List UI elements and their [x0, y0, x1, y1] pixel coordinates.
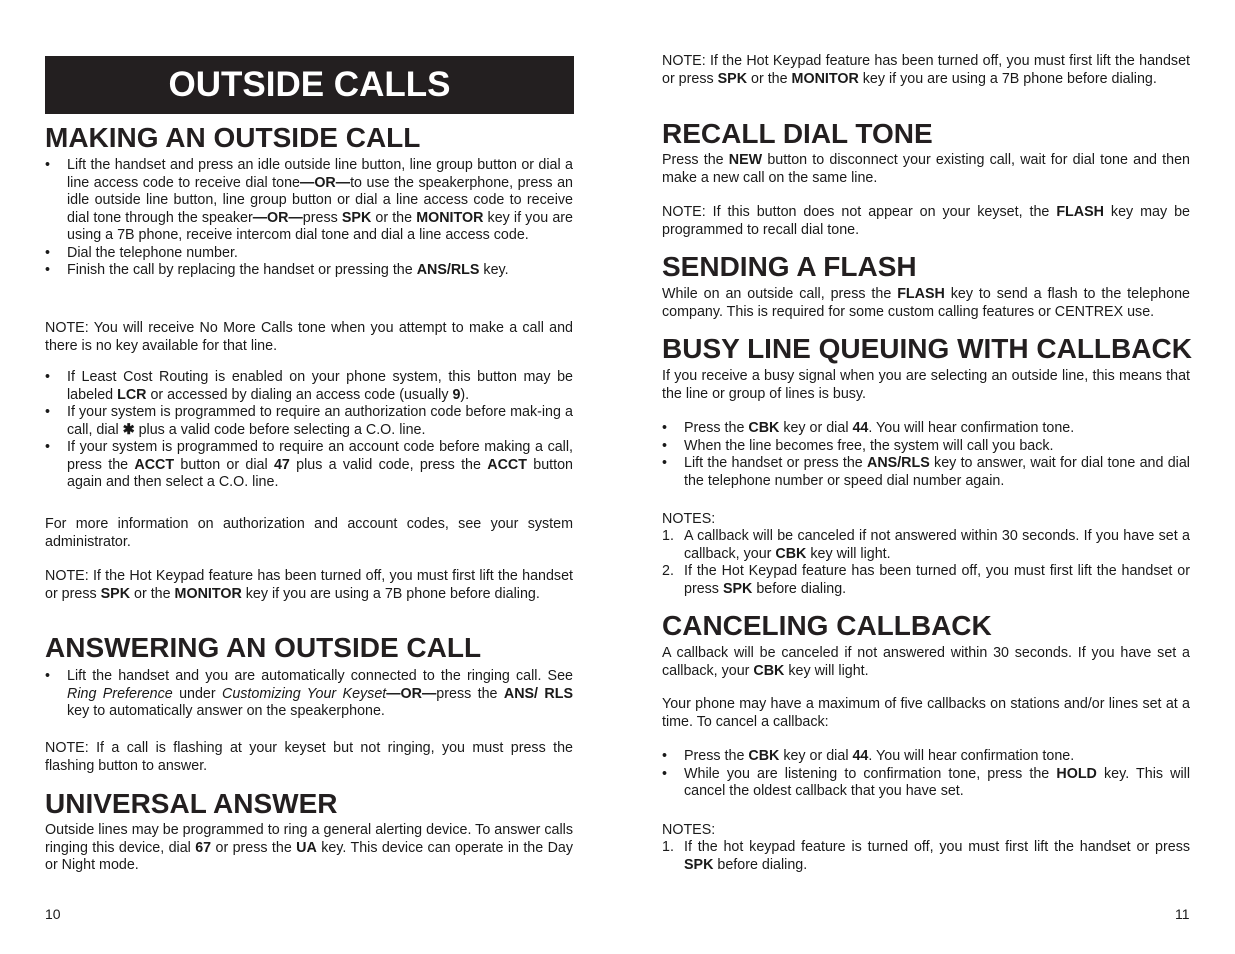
- callback-steps: [662, 420, 1190, 490]
- star-icon: ✱: [122, 421, 135, 438]
- list-item: • Lift the handset or press the ANS/RLS key to answer, wait for dial tone and dial the telephone number or speed dial number again.: [662, 455, 1190, 490]
- list-item: • While you are listening to confirmation tone, press the HOLD key. This will cancel the oldest callback that you have set.: [662, 766, 1190, 801]
- section-title-answering-outside-call: ANSWERING AN OUTSIDE CALL: [45, 632, 482, 663]
- recall-dial-tone-text: Press the NEW button to disconnect your existing call, wait for dial tone and then make a new call on the same line.: [662, 152, 1190, 186]
- list-item: • Press the CBK key or dial 44. You will hear confirmation tone.: [662, 748, 1190, 766]
- callback-notes: [662, 528, 1190, 598]
- list-item: • Lift the handset and press an idle outside line button, line group button or dial a line access code to receive dial tone—OR—to use the speakerphone, press an idle outside line button, line group button or dial a line access code to receive dial tone through the speaker—OR—press SPK or the MONITOR key if you are using a 7B phone, receive intercom dial tone and dial a line access code.: [45, 157, 573, 245]
- note-flashing-call: NOTE: If a call is flashing at your keyset but not ringing, you must press the flashing button to answer.: [45, 740, 573, 774]
- busy-line-intro: If you receive a busy signal when you are selecting an outside line, this means that the line or group of lines is busy.: [662, 368, 1190, 402]
- list-item: • If your system is programmed to require an account code before making a call, press the ACCT button or dial 47 plus a valid code, press the ACCT button again and then select a C.O. line.: [45, 439, 573, 492]
- cancel-callback-notes: [662, 839, 1190, 874]
- list-item: • When the line becomes free, the system will call you back.: [662, 438, 1190, 456]
- cancel-callback-steps: [662, 748, 1190, 801]
- note-hot-keypad: NOTE: If the Hot Keypad feature has been turned off, you must first lift the handset or press SPK or the MONITOR key if you are using a 7B phone before dialing.: [45, 568, 573, 602]
- list-item: • Dial the telephone number.: [45, 245, 573, 263]
- section-title-busy-line-queuing: BUSY LINE QUEUING WITH CALLBACK: [662, 333, 1192, 364]
- routing-code-list: [45, 369, 573, 492]
- notes-label: NOTES:: [662, 822, 716, 838]
- list-item: 1. A callback will be canceled if not answered within 30 seconds. If you have set a callback, your CBK key will light.: [662, 528, 1190, 562]
- list-item: 2. If the Hot Keypad feature has been turned off, you must first lift the handset or press SPK before dialing.: [662, 563, 1190, 597]
- page-number: 11: [1175, 906, 1190, 922]
- answering-steps: [45, 668, 573, 721]
- chapter-banner: OUTSIDE CALLS: [45, 56, 574, 114]
- universal-answer-text: Outside lines may be programmed to ring a general alerting device. To answer calls ringing this device, dial 67 or press the UA key. This device can operate in the Day or Night mode.: [45, 822, 574, 873]
- notes-label: NOTES:: [662, 511, 716, 527]
- section-title-sending-flash: SENDING A FLASH: [662, 251, 917, 282]
- max-callbacks-text: Your phone may have a maximum of five callbacks on stations and/or lines set at a time. To cancel a callback:: [662, 696, 1190, 730]
- page-number: 10: [45, 906, 61, 922]
- note-no-more-calls: NOTE: You will receive No More Calls tone when you attempt to make a call and there is no key available for that line.: [45, 320, 573, 354]
- list-item: • Press the CBK key or dial 44. You will hear confirmation tone.: [662, 420, 1190, 438]
- list-item: • If your system is programmed to require an authorization code before mak-ing a call, dial ✱ plus a valid code before selecting a C.O. line.: [45, 404, 573, 439]
- list-item: • Lift the handset and you are automatically connected to the ringing call. See Ring Preference under Customizing Your Keyset—OR—press the ANS/ RLS key to automatically answer on the speakerphone.: [45, 668, 573, 721]
- note-hot-keypad: NOTE: If the Hot Keypad feature has been turned off, you must first lift the handset or press SPK or the MONITOR key if you are using a 7B phone before dialing.: [662, 53, 1190, 87]
- section-title-universal-answer: UNIVERSAL ANSWER: [45, 788, 338, 819]
- section-title-making-outside-call: MAKING AN OUTSIDE CALL: [45, 122, 421, 153]
- sending-flash-text: While on an outside call, press the FLASH key to send a flash to the telephone company. This is required for some custom calling features or CENTREX use.: [662, 286, 1190, 320]
- list-item: • If Least Cost Routing is enabled on your phone system, this button may be labeled LCR or accessed by dialing an access code (usually 9).: [45, 369, 573, 404]
- note-flash-key: NOTE: If this button does not appear on your keyset, the FLASH key may be programmed to recall dial tone.: [662, 204, 1190, 238]
- list-item: 1. If the hot keypad feature is turned off, you must first lift the handset or press SPK before dialing.: [662, 839, 1190, 873]
- section-title-canceling-callback: CANCELING CALLBACK: [662, 610, 992, 641]
- making-call-steps: [45, 157, 573, 280]
- section-title-recall-dial-tone: RECALL DIAL TONE: [662, 118, 933, 149]
- list-item: • Finish the call by replacing the handset or pressing the ANS/RLS key.: [45, 262, 573, 280]
- canceling-callback-text: A callback will be canceled if not answered within 30 seconds. If you have set a callback, your CBK key will light.: [662, 645, 1190, 679]
- account-codes-info: For more information on authorization and account codes, see your system administrator.: [45, 516, 573, 550]
